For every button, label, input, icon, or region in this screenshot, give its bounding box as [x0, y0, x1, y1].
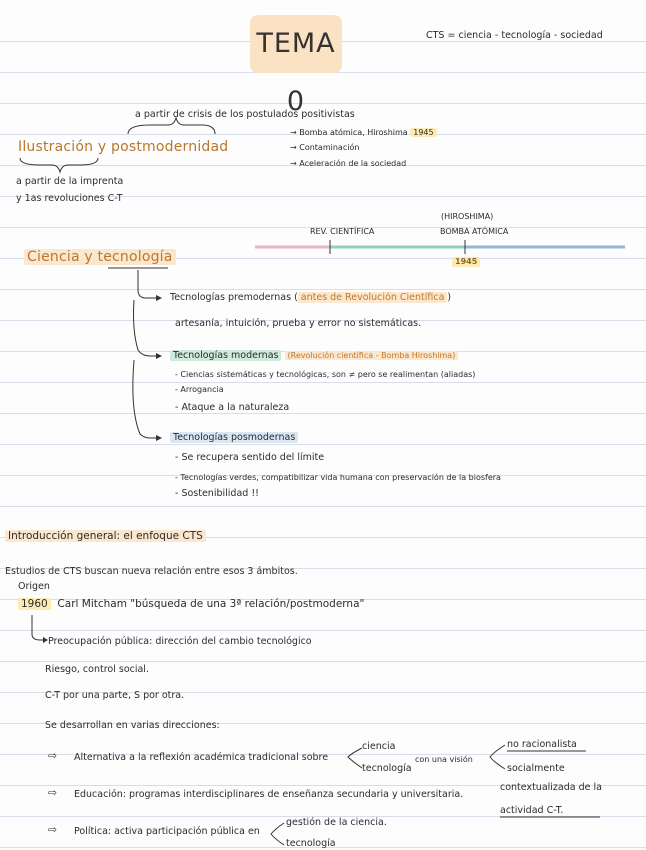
origin-line: 1960 Carl Mitcham "búsqueda de una 3ª relación/postmoderna": [18, 598, 364, 611]
alt-vision: con una visión: [415, 755, 473, 764]
edu-side-1: contextualizada de la: [500, 782, 602, 793]
brace-below: [20, 158, 98, 172]
branch-premodern: [138, 270, 160, 298]
alt-text: Alternativa a la reflexión académica tradicional sobre: [74, 752, 329, 763]
ilustracion-heading: Ilustración y postmodernidad: [18, 139, 229, 155]
edu-side-2: actividad C-T.: [500, 805, 564, 816]
ilustracion-item-1: → Bomba atómica, Hiroshima 1945: [290, 128, 437, 138]
alt-option-1: ciencia: [362, 741, 396, 752]
timeline-label-revolution: REV. CIENTÍFICA: [310, 227, 375, 236]
modern-title: Tecnologías modernas (Revolución científica - Bomba Hiroshima): [170, 350, 458, 362]
bracket-alt-results: [490, 745, 505, 769]
postmodern-item-3: - Sostenibilidad !!: [175, 488, 259, 499]
directions-line: Se desarrollan en varias direcciones:: [45, 720, 220, 731]
modern-item-1: - Ciencias sistemáticas y tecnológicas, son ≠ pero se realimentan (aliadas): [175, 370, 476, 379]
concern-line: Preocupación pública: dirección del cambio tecnológico: [48, 636, 312, 647]
page-title: TEMA 0: [250, 15, 342, 73]
origin-label: Origen: [18, 581, 50, 592]
arrow-modern-icon: [156, 353, 162, 359]
pol-text: Política: activa participación pública en: [74, 826, 260, 837]
ilustracion-above-note: a partir de crisis de los postulados positivistas: [135, 109, 355, 120]
arrow-premodern-icon: [156, 295, 162, 301]
intro-heading: Introducción general: el enfoque CTS: [5, 530, 206, 543]
modern-item-2: - Arrogancia: [175, 385, 224, 394]
premodern-detail: artesanía, intuición, prueba y error no sistemáticas.: [175, 318, 422, 329]
risk-line: Riesgo, control social.: [45, 664, 149, 675]
cts-definition: CTS = ciencia - tecnología - sociedad: [426, 30, 603, 41]
edu-text: Educación: programas interdisciplinares de enseñanza secundaria y universitaria.: [74, 789, 464, 800]
pol-arrow-icon: ⇨: [48, 824, 57, 836]
ciencia-heading: Ciencia y tecnología: [24, 248, 176, 266]
intro-line-1: Estudios de CTS buscan nueva relación entre esos 3 ámbitos.: [5, 566, 298, 577]
ilustracion-item-2: → Contaminación: [290, 143, 360, 152]
postmodern-item-2: - Tecnologías verdes, compatibilizar vida humana con preservación de la biosfera: [175, 473, 501, 482]
postmodern-title: Tecnologías posmodernas: [170, 432, 298, 444]
timeline-year: 1945: [452, 257, 480, 267]
postmodern-item-1: - Se recupera sentido del límite: [175, 452, 325, 463]
ct-line: C-T por una parte, S por otra.: [45, 690, 185, 701]
timeline-label-bomb: BOMBA ATÓMICA: [440, 227, 509, 236]
pol-option-2: tecnología: [286, 838, 336, 849]
premodern-title: Tecnologías premodernas ( antes de Revolución Científica ): [170, 292, 452, 303]
branch-modern: [134, 300, 161, 356]
branch-postmodern: [133, 360, 160, 438]
ilustracion-below-note-1: a partir de la imprenta: [16, 176, 124, 187]
ilustracion-item-3: → Aceleración de la sociedad: [290, 159, 407, 168]
bracket-alt-options: [348, 748, 362, 768]
alt-option-2: tecnología: [362, 763, 412, 774]
alt-result-2: socialmente: [507, 763, 565, 774]
alt-arrow-icon: ⇨: [48, 750, 57, 762]
branch-concern: [32, 615, 46, 640]
arrow-postmodern-icon: [156, 435, 162, 441]
edu-arrow-icon: ⇨: [48, 787, 57, 799]
alt-result-1: no racionalista: [507, 739, 577, 750]
ilustracion-below-note-2: y 1as revoluciones C-T: [16, 193, 123, 204]
modern-item-3: - Ataque a la naturaleza: [175, 402, 290, 413]
timeline-label-hiroshima: (HIROSHIMA): [441, 212, 494, 221]
bracket-pol-options: [271, 823, 284, 845]
pol-option-1: gestión de la ciencia.: [286, 817, 387, 828]
